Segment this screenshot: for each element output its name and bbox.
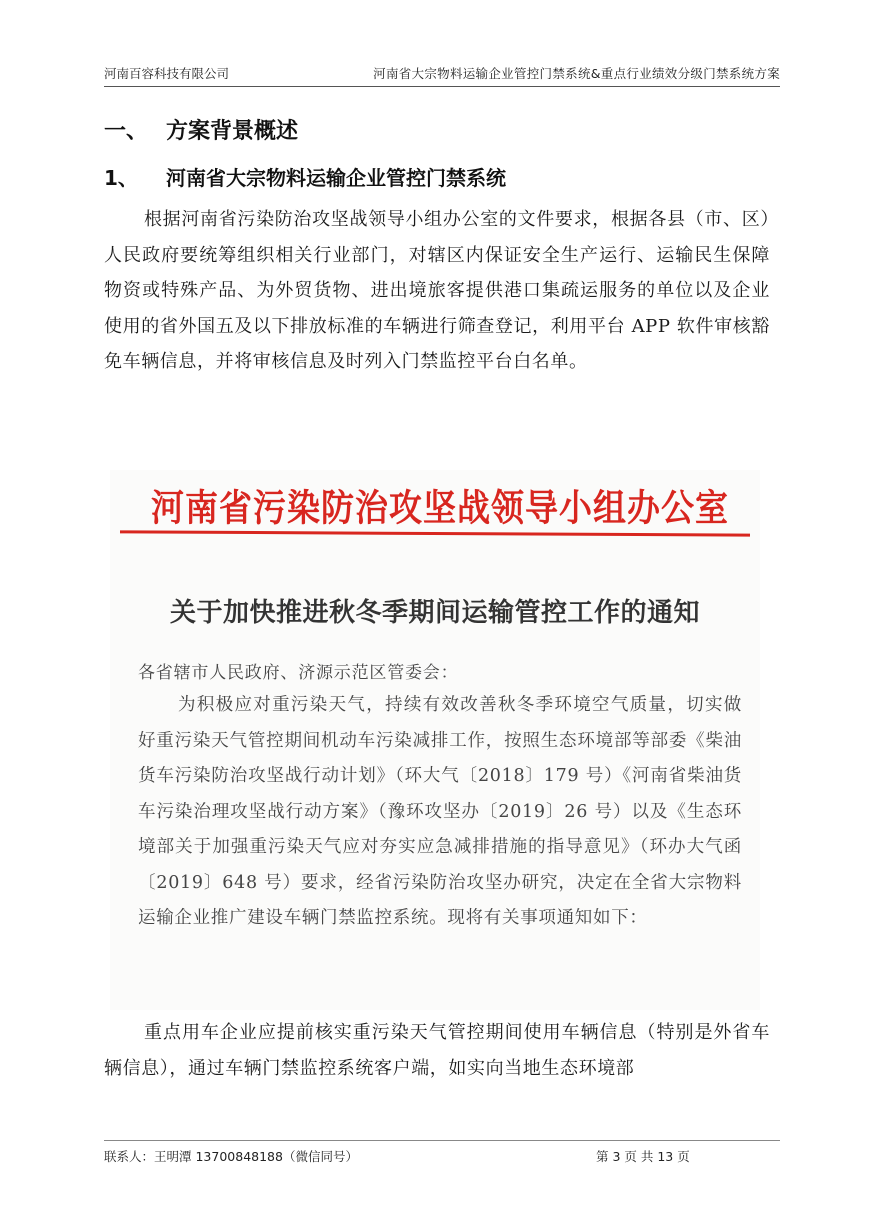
section-title: 方案背景概述 [166,119,299,144]
subsection-number: 1、 [104,166,138,190]
notice-body: 为积极应对重污染天气，持续有效改善秋冬季环境空气质量，切实做好重污染天气管控期间机动车污染减排工作，按照生态环境部等部委《柴油货车污染防治攻坚战行动计划》（环大气〔2018〕179 号）《河南省柴油货车污染治理攻坚战行动方案》（豫环攻坚办〔2019〕26 号）以及《生态环境部关于加强重污染天气应对夯实应急减排措施的指导意见》（环办大气函〔2019〕648 号）要求，经省污染防治攻坚办研究，决定在全省大宗物料运输企业推广建设车辆门禁监控系统。现将有关事项通知如下： [138,695,742,928]
body-paragraph-2: 重点用车企业应提前核实重污染天气管控期间使用车辆信息（特别是外省车辆信息），通过车辆门禁监控系统客户端，如实向当地生态环境部 [104,1022,770,1079]
header-doc-title: 河南省大宗物料运输企业管控门禁系统&重点行业绩效分级门禁系统方案 [373,66,780,81]
header-divider [104,86,780,87]
section-number: 一、 [104,119,149,144]
footer-page-number: 第 3 页 共 13 页 [596,1149,690,1164]
footer-contact: 联系人：王明潭 13700848188（微信同号） [104,1149,358,1164]
notice-scan-image [110,470,760,1010]
subsection-heading [104,162,506,191]
page-header [104,64,780,82]
notice-issuing-org: 河南省污染防治攻坚战领导小组办公室 [151,485,729,530]
header-company: 河南百容科技有限公司 [104,66,230,81]
subsection-title: 河南省大宗物料运输企业管控门禁系统 [166,166,506,190]
section-heading [104,114,298,145]
page-footer [104,1147,780,1165]
notice-title: 关于加快推进秋冬季期间运输管控工作的通知 [169,598,700,628]
body-paragraph-1: 根据河南省污染防治攻坚战领导小组办公室的文件要求，根据各县（市、区）人民政府要统筹组织相关行业部门，对辖区内保证安全生产运行、运输民生保障物资或特殊产品、为外贸货物、进出境旅客提供港口集疏运服务的单位以及企业使用的省外国五及以下排放标准的车辆进行筛查登记，利用平台 APP 软件审核豁免车辆信息，并将审核信息及时列入门禁监控平台白名单。 [104,209,770,372]
footer-divider [104,1140,780,1141]
notice-addressee: 各省辖市人民政府、济源示范区管委会： [138,663,459,683]
